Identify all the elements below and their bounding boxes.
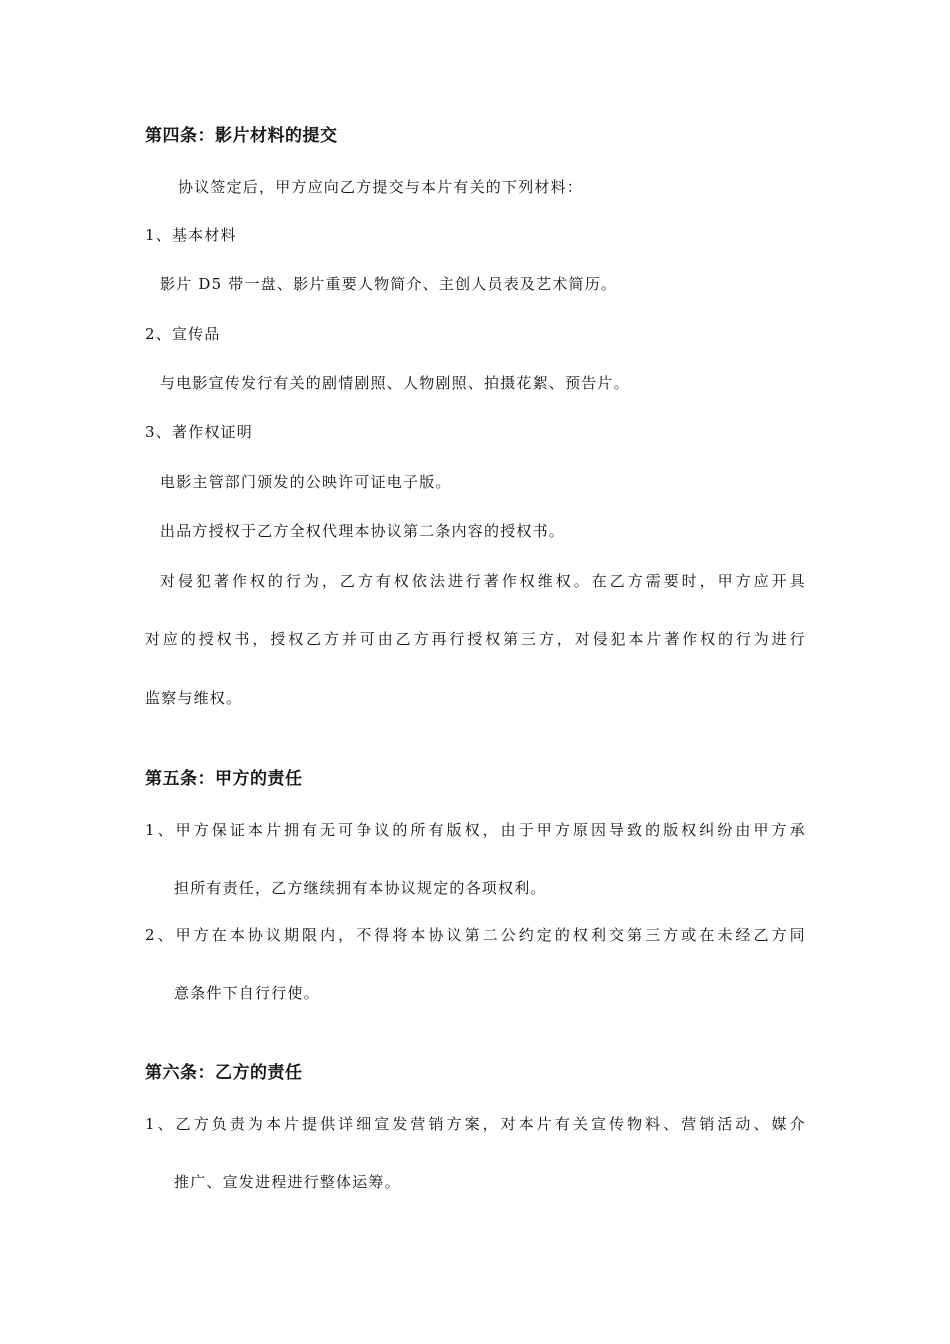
- article-4-item-1-title: 1、基本材料: [145, 226, 237, 244]
- article-4-item-3-body-1: 电影主管部门颁发的公映许可证电子版。: [160, 473, 452, 491]
- article-5-item-1-line-2: 担所有责任，乙方继续拥有本协议规定的各项权利。: [174, 879, 547, 897]
- article-5-heading: 第五条：甲方的责任: [145, 769, 303, 789]
- article-6-heading: 第六条：乙方的责任: [145, 1063, 303, 1083]
- article-4-paragraph-line-2: 对应的授权书，授权乙方并可由乙方再行授权第三方，对侵犯本片著作权的行为进行: [145, 630, 805, 648]
- article-4-item-2-body: 与电影宣传发行有关的剧情剧照、人物剧照、拍摄花絮、预告片。: [160, 374, 630, 392]
- article-6-item-1-line-2: 推广、宣发进程进行整体运筹。: [174, 1173, 401, 1191]
- article-5-item-2-line-1: 2、甲方在本协议期限内，不得将本协议第二公约定的权利交第三方或在未经乙方同: [145, 926, 805, 944]
- article-4-item-1-body: 影片 D5 带一盘、影片重要人物简介、主创人员表及艺术简历。: [160, 275, 618, 293]
- article-5-item-1-line-1: 1、甲方保证本片拥有无可争议的所有版权，由于甲方原因导致的版权纠纷由甲方承: [145, 821, 805, 839]
- article-6-item-1-line-1: 1、乙方负责为本片提供详细宣发营销方案，对本片有关宣传物料、营销活动、媒介: [145, 1115, 805, 1133]
- article-5-item-2-line-2: 意条件下自行行使。: [174, 984, 320, 1002]
- article-4-paragraph-line-1: 对侵犯著作权的行为，乙方有权依法进行著作权维权。在乙方需要时，甲方应开具: [160, 572, 805, 590]
- article-4-item-3-title: 3、著作权证明: [145, 423, 253, 441]
- article-4-item-3-body-2: 出品方授权于乙方全权代理本协议第二条内容的授权书。: [160, 522, 566, 540]
- article-4-item-2-title: 2、宣传品: [145, 325, 221, 343]
- article-4-paragraph-line-3: 监察与维权。: [145, 689, 243, 707]
- article-4-heading: 第四条：影片材料的提交: [145, 126, 338, 146]
- article-4-intro: 协议签定后，甲方应向乙方提交与本片有关的下列材料：: [178, 178, 584, 196]
